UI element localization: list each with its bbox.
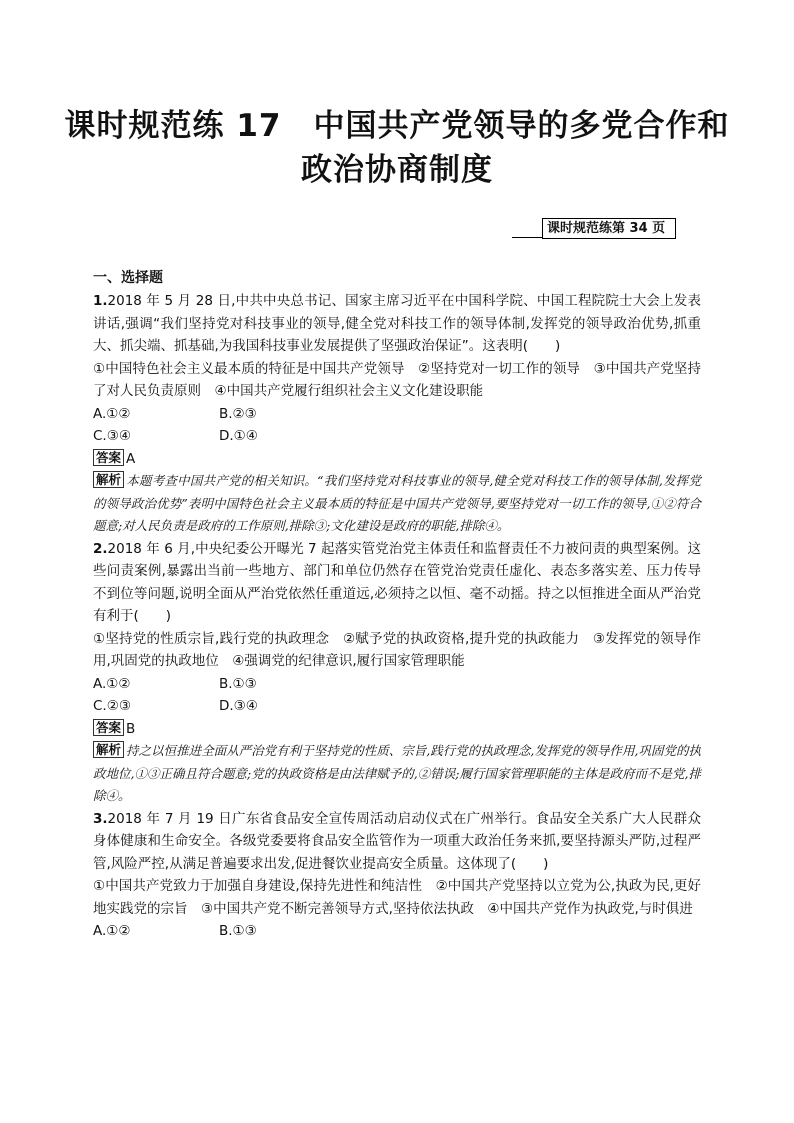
option-d: D.③④: [219, 698, 258, 714]
answer-line: [93, 718, 701, 741]
analysis-block: [93, 740, 701, 808]
page-title-line-2: 政治协商制度: [301, 152, 493, 188]
analysis-tag: 解析: [93, 741, 124, 758]
option-b: B.①③: [219, 923, 257, 939]
question-text: 2018 年 6 月,中央纪委公开曝光 7 起落实管党治党主体责任和监督责任不力被问责的典型案例。这些问责案例,暴露出当前一些地方、部门和单位仍然存在管党治党责任虚化、表态多落实差、压力传导不到位等问题,说明全面从严治党依然任重道远,必须持之以恒、毫不动摇。持之以恒推进全面从严治党有利于( ): [93, 540, 701, 624]
reference-leader-line: [512, 237, 542, 238]
question-stem: [93, 290, 701, 358]
question-1: [93, 290, 701, 538]
section-title: 一、选择题: [93, 270, 163, 286]
page-reference: [512, 219, 676, 239]
question-statements: ①中国特色社会主义最本质的特征是中国共产党领导 ②坚持党对一切工作的领导 ③中国共产党坚持了对人民负责原则 ④中国共产党履行组织社会主义文化建设职能: [93, 360, 701, 399]
option-b: B.①③: [219, 675, 257, 692]
answer-line: [93, 448, 701, 471]
option-a: A.①②: [93, 675, 131, 692]
question-number: 3.: [93, 810, 108, 827]
answer-value: A: [126, 450, 136, 467]
question-number: 1.: [93, 293, 108, 309]
analysis-tag: 解析: [93, 471, 124, 488]
answer-value: B: [126, 720, 136, 737]
question-2: [93, 538, 701, 808]
answer-tag: 答案: [93, 719, 124, 736]
question-stem: [93, 538, 701, 628]
option-c: C.②③: [93, 698, 131, 714]
option-b: B.②③: [219, 405, 257, 422]
options-row: [93, 673, 701, 696]
options-row: [93, 403, 701, 426]
question-text: 2018 年 7 月 19 日广东省食品安全宣传周活动启动仪式在广州举行。食品安全关系广大人民群众身体健康和生命安全。各级党委要将食品安全监管作为一项重大政治任务来抓,要坚持源头严防,过程严管,风险严控,从满足普遍要求出发,促进餐饮业提高安全质量。这体现了( ): [93, 810, 701, 872]
answer-tag: 答案: [93, 449, 124, 466]
options-row: [93, 425, 701, 448]
analysis-text: 本题考查中国共产党的相关知识。“我们坚持党对科技事业的领导,健全党对科技工作的领导体制,发挥党的领导政治优势”表明中国特色社会主义最本质的特征是中国共产党领导,要坚持党对一切工作的领导,①②符合题意;对人民负责是政府的工作原则,排除③;文化建设是政府的职能,排除④。: [93, 473, 701, 533]
question-number: 2.: [93, 540, 108, 557]
analysis-text: 持之以恒推进全面从严治党有利于坚持党的性质、宗旨,践行党的执政理念,发挥党的领导作用,巩固党的执政地位,①③正确且符合题意;党的执政资格是由法律赋予的,②错误;履行国家管理职能的主体是政府而不是党,排除④。: [93, 743, 701, 803]
option-c: C.③④: [93, 428, 131, 444]
question-text: 2018 年 5 月 28 日,中共中央总书记、国家主席习近平在中国科学院、中国工程院院士大会上发表讲话,强调“我们坚持党对科技事业的领导,健全党对科技工作的领导体制,发挥党的领导政治优势,抓重大、抓尖端、抓基础,为我国科技事业发展提供了坚强政治保证”。这表明( ): [93, 293, 701, 354]
question-statements: ①中国共产党致力于加强自身建设,保持先进性和纯洁性 ②中国共产党坚持以立党为公,执政为民,更好地实践党的宗旨 ③中国共产党不断完善领导方式,坚持依法执政 ④中国共产党作为执政党,与时俱进: [93, 878, 701, 917]
question-stem: [93, 808, 701, 876]
option-d: D.①④: [219, 428, 258, 444]
question-statements: ①坚持党的性质宗旨,践行党的执政理念 ②赋予党的执政资格,提升党的执政能力 ③发挥党的领导作用,巩固党的执政地位 ④强调党的纪律意识,履行国家管理职能: [93, 630, 701, 669]
page-title-line-1: 课时规范练 17 中国共产党领导的多党合作和: [64, 108, 730, 144]
question-content: [93, 267, 701, 943]
options-row: [93, 695, 701, 718]
option-a: A.①②: [93, 923, 131, 939]
analysis-block: [93, 470, 701, 538]
option-a: A.①②: [93, 405, 131, 422]
options-row: [93, 920, 701, 943]
question-3: [93, 808, 701, 943]
page-reference-box: 课时规范练第 34 页: [542, 218, 676, 239]
